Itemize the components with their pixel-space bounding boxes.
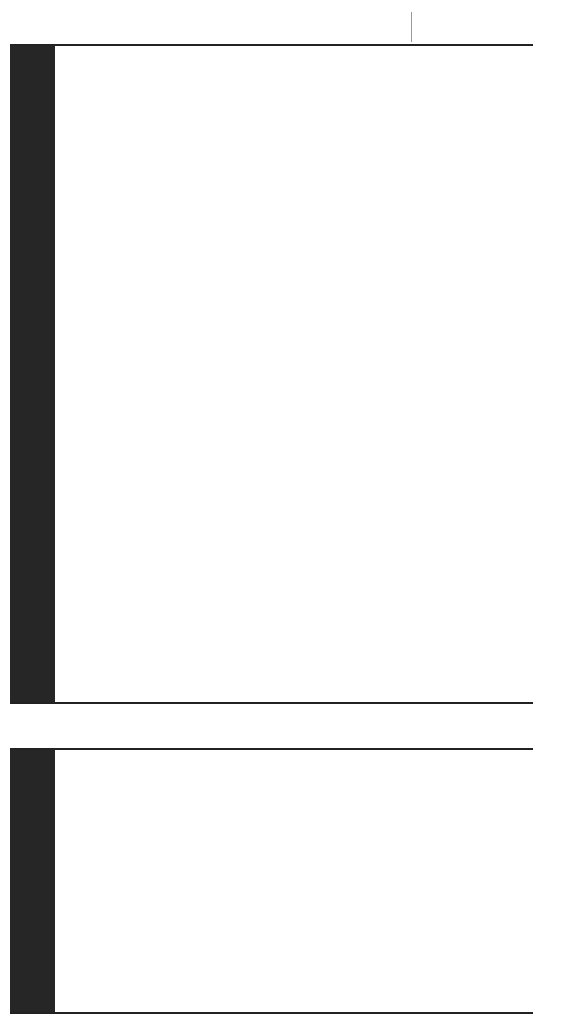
properties-side-band [10,750,55,1012]
properties-table [10,748,533,1014]
elements-table [10,44,533,704]
header-separator [411,12,412,42]
header-side-band [10,46,55,176]
elements-side-band [10,176,55,702]
